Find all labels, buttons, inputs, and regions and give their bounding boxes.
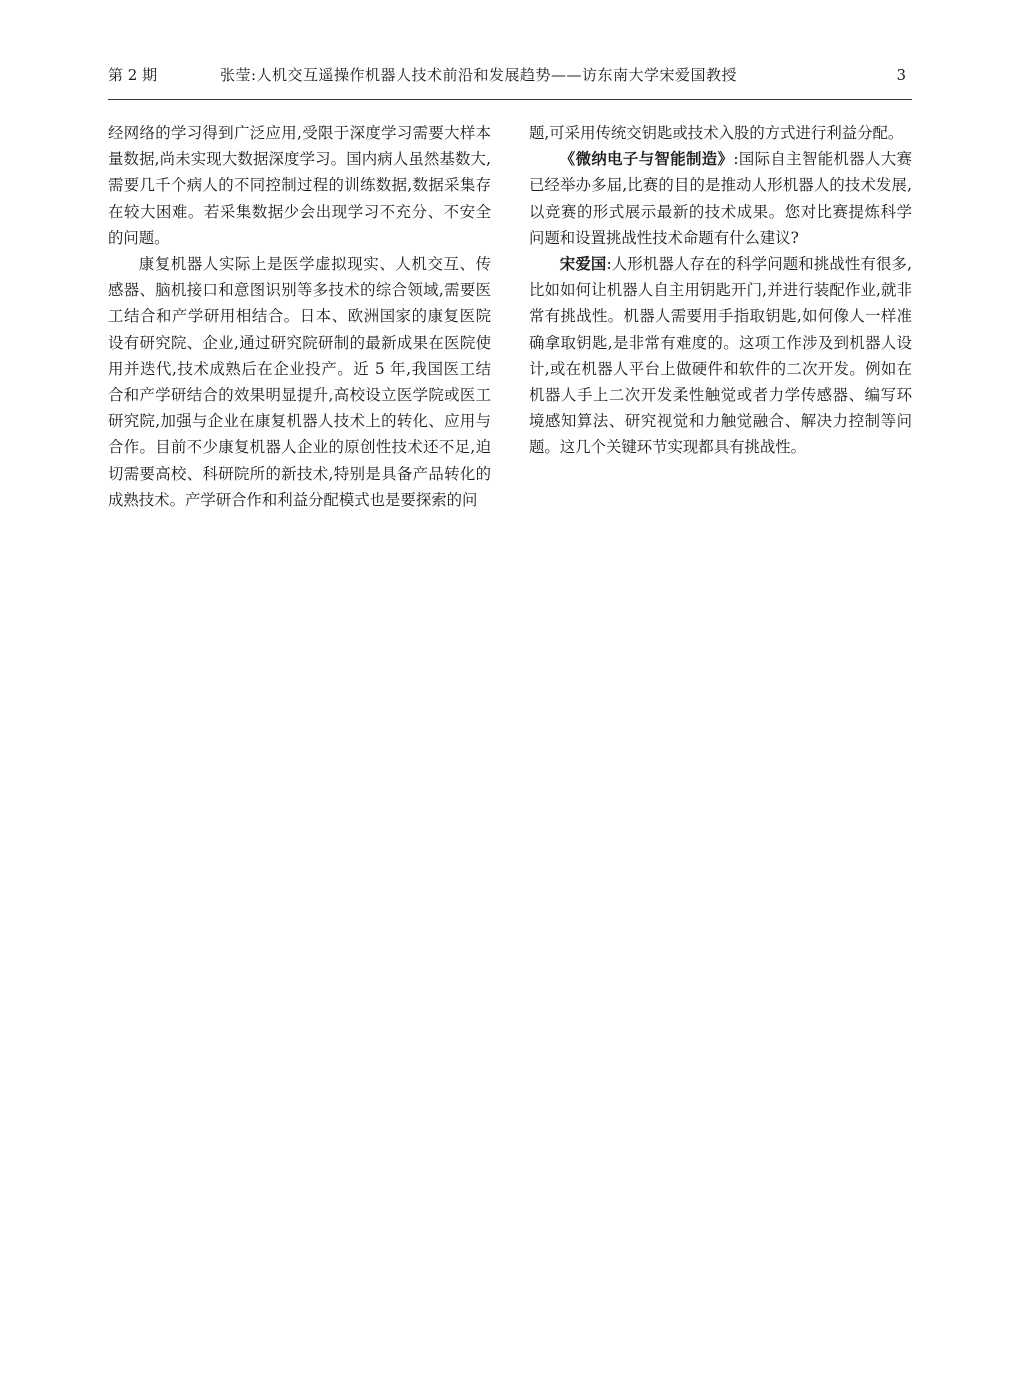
answer-text: :人形机器人存在的科学问题和挑战性有很多,比如如何让机器人自主用钥匙开门,并进行装配作业,就非常有挑战性。机器人需要用手指取钥匙,如何像人一样准确拿取钥匙,是非常有难度的。这项工作涉及到机器人设计,或在机器人平台上做硬件和软件的二次开发。例如在机器人手上二次开发柔性触觉或者力学传感器、编写环境感知算法、研究视觉和力触觉融合、解决力控制等问题。这几个关键环节实现都具有挑战性。 <box>529 255 912 457</box>
right-column <box>529 120 912 461</box>
question-speaker: 《微纳电子与智能制造》 <box>559 150 734 169</box>
interview-answer <box>529 251 912 461</box>
left-column <box>108 120 491 513</box>
answer-speaker: 宋爱国 <box>559 255 607 274</box>
paragraph-rehab-robots: 康复机器人实际上是医学虚拟现实、人机交互、传感器、脑机接口和意图识别等多技术的综合领域,需要医工结合和产学研用相结合。日本、欧洲国家的康复医院设有研究院、企业,通过研究院研制的最新成果在医院使用并迭代,技术成熟后在企业投产。近 5 年,我国医工结合和产学研结合的效果明显提升,高校设立医学院或医工研究院,加强与企业在康复机器人技术上的转化、应用与合作。目前不少康复机器人企业的原创性技术还不足,迫切需要高校、科研院所的新技术,特别是具备产品转化的成熟技术。产学研合作和利益分配模式也是要探索的问 <box>108 255 491 509</box>
paragraph-continuation: 经网络的学习得到广泛应用,受限于深度学习需要大样本量数据,尚未实现大数据深度学习。国内病人虽然基数大,需要几千个病人的不同控制过程的训练数据,数据采集存在较大困难。若采集数据少会出现学习不充分、不安全的问题。 <box>108 124 491 247</box>
running-header <box>108 62 912 88</box>
interview-question <box>529 146 912 251</box>
issue-number: 第 2 期 <box>108 66 158 84</box>
paragraph-continuation-right: 题,可采用传统交钥匙或技术入股的方式进行利益分配。 <box>529 124 904 142</box>
article-running-title: 张莹:人机交互遥操作机器人技术前沿和发展趋势——访东南大学宋爱国教授 <box>220 66 738 84</box>
header-rule <box>108 99 912 100</box>
page-number: 3 <box>896 66 906 84</box>
question-text: :国际自主智能机器人大赛已经举办多届,比赛的目的是推动人形机器人的技术发展,以竞赛的形式展示最新的技术成果。您对比赛提炼科学问题和设置挑战性技术命题有什么建议? <box>529 150 912 247</box>
